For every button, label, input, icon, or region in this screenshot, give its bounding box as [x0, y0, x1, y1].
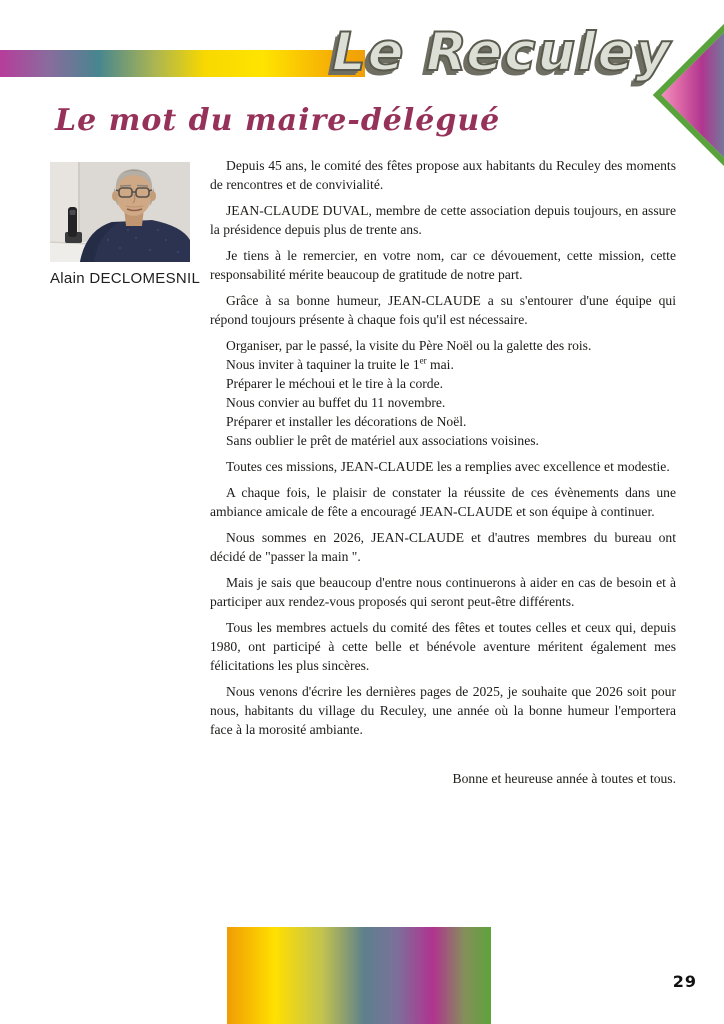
paragraph: Je tiens à le remercier, en votre nom, car ce dévouement, cette mission, cette responsabilité mérite beaucoup de gratitude de notre part.	[210, 248, 676, 282]
list-item: Nous convier au buffet du 11 novembre.	[226, 395, 446, 410]
paragraph: Nous sommes en 2026, JEAN-CLAUDE et d'autres membres du bureau ont décidé de "passer la main ".	[210, 530, 676, 564]
paragraph: Nous venons d'écrire les dernières pages de 2025, je souhaite que 2026 soit pour nous, habitants du village du Reculey, une année où la bonne humeur l'emportera face à la morosité ambiante.	[210, 684, 676, 737]
list-item: Préparer le méchoui et le tire à la corde.	[226, 376, 444, 391]
mayor-photo-figure	[50, 162, 201, 287]
ordinal-superscript: er	[419, 355, 427, 366]
paragraph: Depuis 45 ans, le comité des fêtes propose aux habitants du Reculey des moments de rencontres et de convivialité.	[210, 158, 676, 192]
photo-caption: Alain DECLOMESNIL	[50, 270, 201, 287]
paragraph: Tous les membres actuels du comité des fêtes et toutes celles et ceux qui, depuis 1980, ont participé à cette belle et bénévole aventure méritent également mes félicitations les plus sincères.	[210, 620, 676, 673]
list-item: Préparer et installer les décorations de Noël.	[226, 414, 467, 429]
mayor-portrait-photo	[50, 162, 190, 262]
paragraph: Toutes ces missions, JEAN-CLAUDE les a remplies avec excellence et modestie.	[226, 459, 670, 474]
list-item: Sans oublier le prêt de matériel aux associations voisines.	[226, 433, 539, 448]
paragraph: JEAN-CLAUDE DUVAL, membre de cette association depuis toujours, en assure la présidence depuis plus de trente ans.	[210, 203, 676, 237]
footer-gradient-block	[227, 927, 491, 1024]
section-heading: Le mot du maire-délégué	[55, 103, 501, 138]
paragraph: Grâce à sa bonne humeur, JEAN-CLAUDE a su s'entourer d'une équipe qui répond toujours présente à chaque fois qu'il est nécessaire.	[210, 293, 676, 327]
list-item-text: mai.	[426, 357, 454, 372]
article-body	[210, 156, 676, 795]
mayor-portrait-illustration	[50, 162, 190, 262]
closing-greeting: Bonne et heureuse année à toutes et tous.	[452, 771, 676, 786]
events-list	[210, 336, 676, 450]
page-number: 29	[672, 972, 697, 991]
list-item: Organiser, par le passé, la visite du Père Noël ou la galette des rois.	[226, 338, 592, 353]
newsletter-title: Le Reculey	[331, 22, 672, 83]
header-gradient-bar	[0, 50, 365, 77]
list-item-text: Nous inviter à taquiner la truite le 1	[226, 357, 420, 372]
paragraph: Mais je sais que beaucoup d'entre nous continuerons à aider en cas de besoin et à participer aux rendez-vous proposés qui seront peut-être différents.	[210, 575, 676, 609]
paragraph: A chaque fois, le plaisir de constater la réussite de ces évènements dans une ambiance amicale de fête a encouragé JEAN-CLAUDE et son équipe à continuer.	[210, 485, 676, 519]
list-item	[210, 355, 676, 374]
